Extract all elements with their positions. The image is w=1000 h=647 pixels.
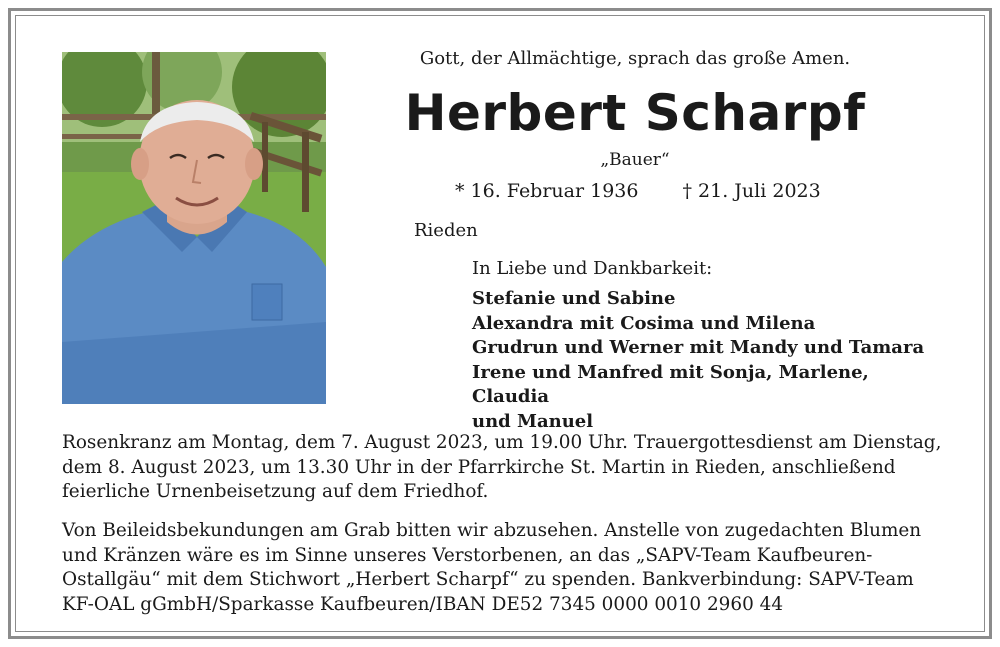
donation-info-paragraph: Von Beileidsbekundungen am Grab bitten wir abzusehen. Anstelle von zugedachten Blumen und Kränzen wäre es im Sinne unseres Verstorbenen, an das „SAPV-Team Kaufbeuren-Ostallgäu“ mit dem Stichwort „Herbert Scharpf“ zu spenden. Bankverbindung: SAPV-Team KF-OAL gGmbH/Sparkasse Kaufbeuren/IBAN DE52 7345 0000 0010 2960 44 (62, 520, 922, 615)
motto-quote: Gott, der Allmächtige, sprach das große Amen. (419, 48, 851, 69)
family-line: und Manuel (472, 410, 594, 432)
family-line: Stefanie und Sabine (472, 288, 676, 309)
life-dates (455, 180, 821, 202)
thanks-line: In Liebe und Dankbarkeit: (472, 258, 713, 279)
death-date: † 21. Juli 2023 (682, 180, 821, 202)
birth-date: * 16. Februar 1936 (455, 180, 639, 202)
portrait-photo (62, 52, 326, 404)
family-line: Grudrun und Werner mit Mandy und Tamara (472, 337, 925, 358)
nickname: „Bauer“ (600, 150, 670, 170)
family-line: Alexandra mit Cosima und Milena (472, 312, 816, 334)
family-list (472, 287, 942, 434)
family-line: Irene und Manfred mit Sonja, Marlene, Claudia (472, 361, 869, 407)
residence-place: Rieden (414, 220, 478, 241)
service-info-paragraph: Rosenkranz am Montag, dem 7. August 2023, um 19.00 Uhr. Trauergottesdienst am Dienstag, dem 8. August 2023, um 13.30 Uhr in der Pfarrkirche St. Martin in Rieden, anschließend feierliche Urnenbeisetzung auf dem Friedhof. (62, 432, 942, 502)
deceased-name: Herbert Scharpf (404, 84, 866, 142)
